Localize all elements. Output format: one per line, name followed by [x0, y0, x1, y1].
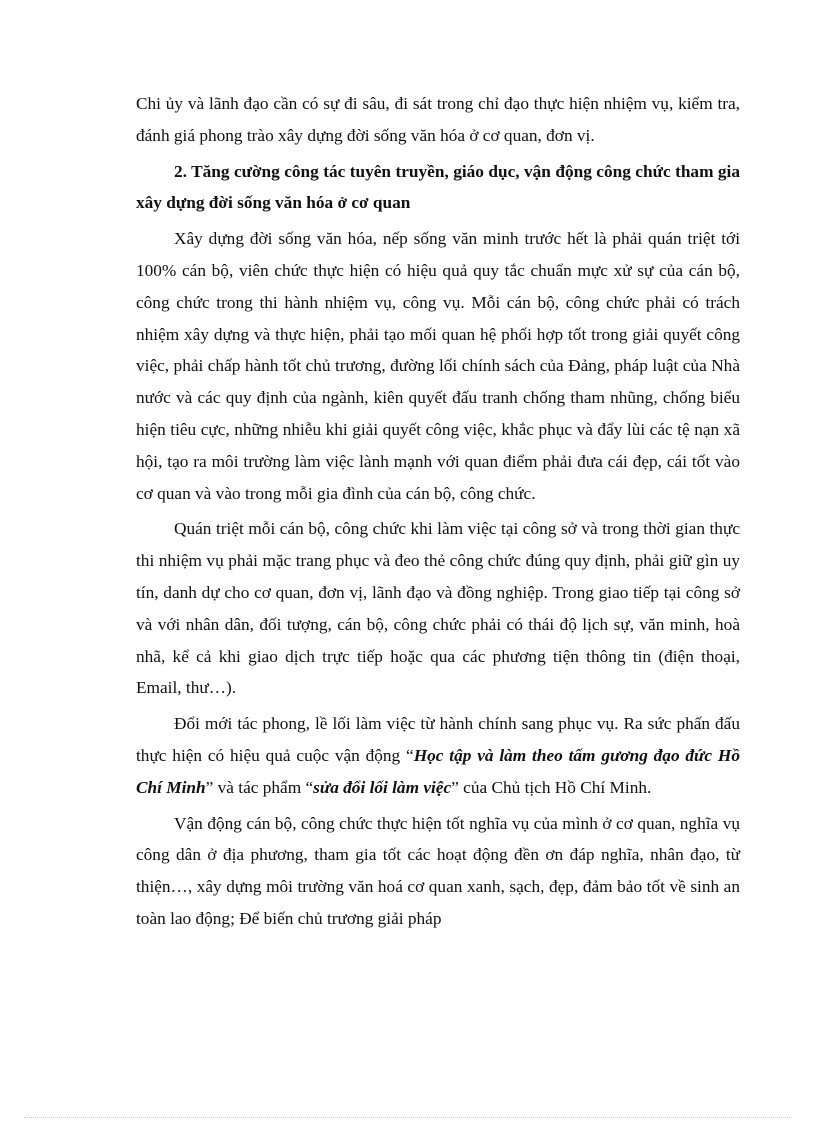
paragraph-3 — [136, 708, 740, 803]
paragraph-continued: Chi ủy và lãnh đạo cần có sự đi sâu, đi sát trong chỉ đạo thực hiện nhiệm vụ, kiểm tra, đánh giá phong trào xây dựng đời sống văn hóa ở cơ quan, đơn vị. — [136, 94, 740, 145]
paragraph-4: Vận động cán bộ, công chức thực hiện tốt nghĩa vụ của mình ở cơ quan, nghĩa vụ công dân ở địa phương, tham gia tốt các hoạt động đền ơn đáp nghĩa, nhân đạo, từ thiện…, xây dựng môi trường văn hoá cơ quan xanh, sạch, đẹp, đảm bảo tốt về sinh an toàn lao động; Để biến chủ trương giải pháp — [136, 813, 740, 928]
page-bottom-divider — [24, 1117, 792, 1118]
document-page — [136, 88, 740, 939]
paragraph-3-text-b: ” và tác phẩm “ — [205, 777, 314, 797]
paragraph-3-text-a: Đổi mới tác phong, lề lối làm việc từ hành chính sang phục vụ. Ra sức phấn đấu thực hiện có hiệu quả cuộc vận động “ — [136, 714, 740, 765]
campaign-title: Học tập và làm theo tấm gương đạo đức Hồ Chí Minh — [136, 745, 740, 797]
section-heading: 2. Tăng cường công tác tuyên truyền, giáo dục, vận động công chức tham gia xây dựng đời sống văn hóa ở cơ quan — [136, 161, 740, 213]
paragraph-2: Quán triệt mỗi cán bộ, công chức khi làm việc tại công sở và trong thời gian thực thi nhiệm vụ phải mặc trang phục và đeo thẻ công chức đúng quy định, phải giữ gìn uy tín, danh dự cho cơ quan, đơn vị, lãnh đạo và đồng nghiệp. Trong giao tiếp tại công sở và với nhân dân, đối tượng, cán bộ, công chức phải có thái độ lịch sự, văn minh, hoà nhã, kể cả khi giao dịch trực tiếp hoặc qua các phương tiện thông tin (điện thoại, Email, thư…). — [136, 519, 740, 698]
paragraph-3-text-c: ” của Chủ tịch Hồ Chí Minh. — [451, 777, 652, 797]
work-title: sửa đổi lối làm việc — [313, 777, 452, 797]
paragraph-1: Xây dựng đời sống văn hóa, nếp sống văn minh trước hết là phải quán triệt tới 100% cán bộ, viên chức thực hiện có hiệu quả quy tắc chuẩn mực xử sự của cán bộ, công chức trong thi hành nhiệm vụ, công vụ. Mỗi cán bộ, công chức phải có trách nhiệm xây dựng và thực hiện, phải tạo mối quan hệ phối hợp tốt trong giải quyết công việc, phải chấp hành tốt chủ trương, đường lối chính sách của Đảng, pháp luật của Nhà nước và các quy định của ngành, kiên quyết đấu tranh chống tham nhũng, chống biểu hiện tiêu cực, những nhiễu khi giải quyết công việc, khắc phục và đẩy lùi các tệ nạn xã hội, tạo ra môi trường làm việc lành mạnh với quan điểm phải đưa cái đẹp, cái tốt vào cơ quan và vào trong mỗi gia đình của cán bộ, công chức. — [136, 229, 740, 503]
